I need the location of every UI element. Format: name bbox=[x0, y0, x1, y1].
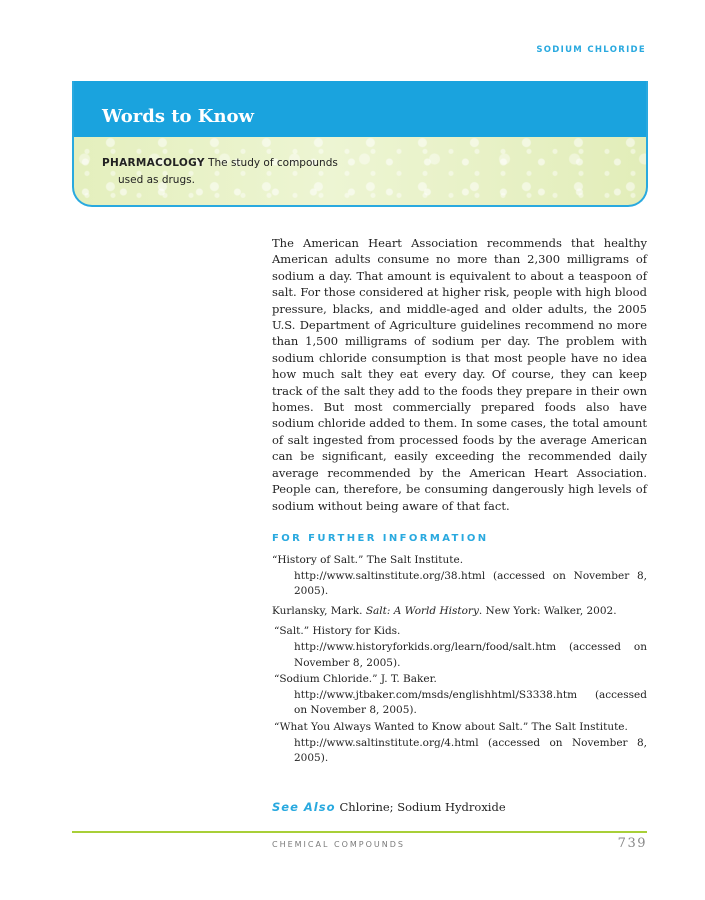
reference-title: “Sodium Chloride.” J. T. Baker. bbox=[274, 673, 437, 686]
reference-item bbox=[272, 604, 647, 620]
reference-item bbox=[272, 553, 647, 600]
footer-book-title: CHEMICAL COMPOUNDS bbox=[272, 840, 405, 849]
words-to-know-title: Words to Know bbox=[102, 106, 255, 127]
words-to-know-box bbox=[72, 81, 648, 207]
see-also-links[interactable]: Chlorine; Sodium Hydroxide bbox=[339, 800, 506, 814]
running-head: SODIUM CHLORIDE bbox=[536, 45, 646, 55]
reference-title: “History of Salt.” The Salt Institute. bbox=[272, 554, 464, 566]
reference-title: “What You Always Wanted to Know about Salt.” The Salt Institute. bbox=[274, 720, 628, 733]
see-also-label: See Also bbox=[272, 800, 336, 814]
reference-book-title: Salt: A World History bbox=[365, 604, 479, 617]
glossary-definition-line1: The study of compounds bbox=[204, 157, 338, 169]
reference-url[interactable]: http://www.saltinstitute.org/38.html (accessed on November 8, 2005). bbox=[294, 569, 647, 598]
reference-author: Kurlansky, Mark. bbox=[272, 604, 366, 617]
reference-item bbox=[272, 624, 647, 671]
body-paragraph: The American Heart Association recommends that healthy American adults consume no more than 2,300 milligrams of sodium a day. That amount is equivalent to about a teaspoon of salt. For those considered at higher risk, people with high blood pressure, blacks, and middle-aged and older adults, the 2005 U.S. Department of Agriculture guidelines recommend no more than 1,500 milligrams of sodium per day. The problem with sodium chloride consumption is that most people have no idea how much salt they eat every day. Of course, they can keep track of the salt they add to the foods they prepare in their own homes. But most commercially prepared foods also have sodium chloride added to them. In some cases, the total amount of salt ingested from processed foods by the average American can be significant, easily exceeding the recommended daily average recommended by the American Heart Association. People can, therefore, be consuming dangerously high levels of sodium without being aware of that fact. bbox=[272, 236, 647, 513]
reference-item bbox=[272, 720, 647, 767]
body-text bbox=[272, 235, 647, 514]
reference-publisher: . New York: Walker, 2002. bbox=[478, 604, 617, 617]
reference-item bbox=[272, 672, 647, 719]
see-also bbox=[272, 800, 506, 814]
page-number: 739 bbox=[617, 836, 647, 851]
reference-url[interactable]: http://www.historyforkids.org/learn/food/salt.htm (accessed on November 8, 2005). bbox=[294, 640, 647, 669]
reference-url[interactable]: http://www.jtbaker.com/msds/englishhtml/S3338.htm (accessed on November 8, 2005). bbox=[294, 688, 647, 717]
reference-title: “Salt.” History for Kids. bbox=[274, 625, 401, 638]
further-information-heading: FOR FURTHER INFORMATION bbox=[272, 533, 489, 544]
footer-rule bbox=[72, 831, 647, 833]
reference-url[interactable]: http://www.saltinstitute.org/4.html (accessed on November 8, 2005). bbox=[294, 736, 647, 765]
reference-list bbox=[272, 553, 647, 768]
glossary-definition-line2: used as drugs. bbox=[118, 174, 195, 186]
glossary-entry bbox=[102, 155, 402, 189]
glossary-term: PHARMACOLOGY bbox=[102, 157, 205, 169]
